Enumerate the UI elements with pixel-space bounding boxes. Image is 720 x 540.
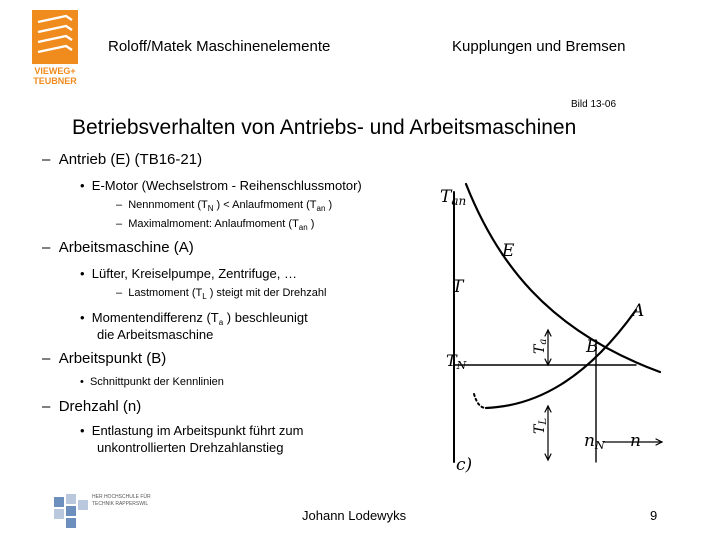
label-e: E — [502, 241, 515, 261]
dash-bullet: – — [116, 287, 129, 299]
svg-text:VIEWEG+: VIEWEG+ — [34, 66, 76, 76]
dash-bullet: – — [42, 239, 59, 256]
section-arbeitspunkt — [42, 350, 166, 367]
figure-reference: Bild 13-06 — [571, 99, 617, 110]
section-antrieb — [42, 151, 202, 168]
dot-bullet: • — [80, 376, 90, 388]
dot-bullet: • — [80, 178, 92, 193]
label-nn: nN — [584, 431, 605, 452]
item-entlastung-line2: unkontrollierten Drehzahlanstieg — [97, 440, 284, 455]
subitem-nennmoment: – Nennmoment ($T_N$ ) < Anlaufmoment ($T_{an}$ ) — [116, 199, 333, 213]
section-drehzahl — [42, 398, 141, 415]
item-momentendifferenz: • Momentendifferenz ($T_a$ ) beschleunigt — [80, 310, 308, 327]
item-text: Entlastung im Arbeitspunkt führt zum — [91, 423, 304, 438]
section-heading: Drehzahl (n) — [58, 398, 142, 415]
item-luefter — [80, 265, 297, 282]
label-n: n — [630, 431, 641, 451]
item-text: Lüfter, Kreiselpumpe, Zentrifuge, … — [91, 266, 297, 281]
dash-bullet: – — [42, 350, 59, 367]
label-c: c) — [456, 455, 473, 475]
dot-bullet: • — [80, 423, 92, 438]
slide-title: Betriebsverhalten von Antriebs- und Arbeitsmaschinen — [72, 116, 577, 139]
header-chapter: Kupplungen und Bremsen — [452, 38, 626, 55]
torque-speed-diagram — [436, 180, 668, 480]
subitem-maximalmoment: – Maximalmoment: Anlaufmoment ($T_{an}$ ) — [116, 218, 315, 232]
dot-bullet: • — [80, 310, 92, 325]
label-tl: TL — [532, 418, 549, 434]
footer-author: Johann Lodewyks — [302, 508, 407, 523]
label-b: B — [586, 337, 599, 357]
label-tan: Tan — [440, 187, 467, 208]
svg-text:TEUBNER: TEUBNER — [33, 76, 77, 86]
label-tn: TN — [446, 351, 467, 372]
curve-a — [486, 310, 636, 408]
label-t: T — [452, 277, 464, 297]
header-book-title: Roloff/Matek Maschinenelemente — [108, 38, 331, 55]
section-heading: Arbeitspunkt (B) — [58, 350, 167, 367]
section-heading: Arbeitsmaschine (A) — [58, 239, 194, 256]
section-arbeitsmaschine — [42, 239, 194, 256]
item-text: Schnittpunkt der Kennlinien — [89, 376, 224, 388]
label-a: A — [632, 301, 645, 321]
item-entlastung — [80, 422, 304, 439]
vieweg-teubner-logo — [28, 8, 84, 90]
page-number: 9 — [650, 508, 658, 523]
hsr-logo-text: HER HOCHSCHULE FÜR TECHNIK RAPPERSWIL — [92, 494, 151, 507]
item-e-motor — [80, 177, 362, 194]
diagram-svg — [436, 180, 668, 480]
subitem-lastmoment: – Lastmoment ($T_L$ ) steigt mit der Drehzahl — [116, 287, 327, 301]
hsr-logo — [52, 492, 182, 530]
item-text: E-Motor (Wechselstrom - Reihenschlussmotor) — [91, 178, 362, 193]
dash-bullet: – — [116, 199, 129, 211]
item-momentendifferenz-line2: die Arbeitsmaschine — [97, 327, 214, 342]
dash-bullet: – — [42, 151, 59, 168]
label-ta: Ta — [532, 338, 549, 354]
section-heading: Antrieb (E) (TB16-21) — [58, 151, 203, 168]
curve-a-start — [474, 394, 486, 408]
dot-bullet: • — [80, 266, 92, 281]
item-schnittpunkt — [80, 376, 224, 388]
curve-e — [466, 184, 660, 372]
dash-bullet: – — [116, 218, 129, 230]
dash-bullet: – — [42, 398, 59, 415]
